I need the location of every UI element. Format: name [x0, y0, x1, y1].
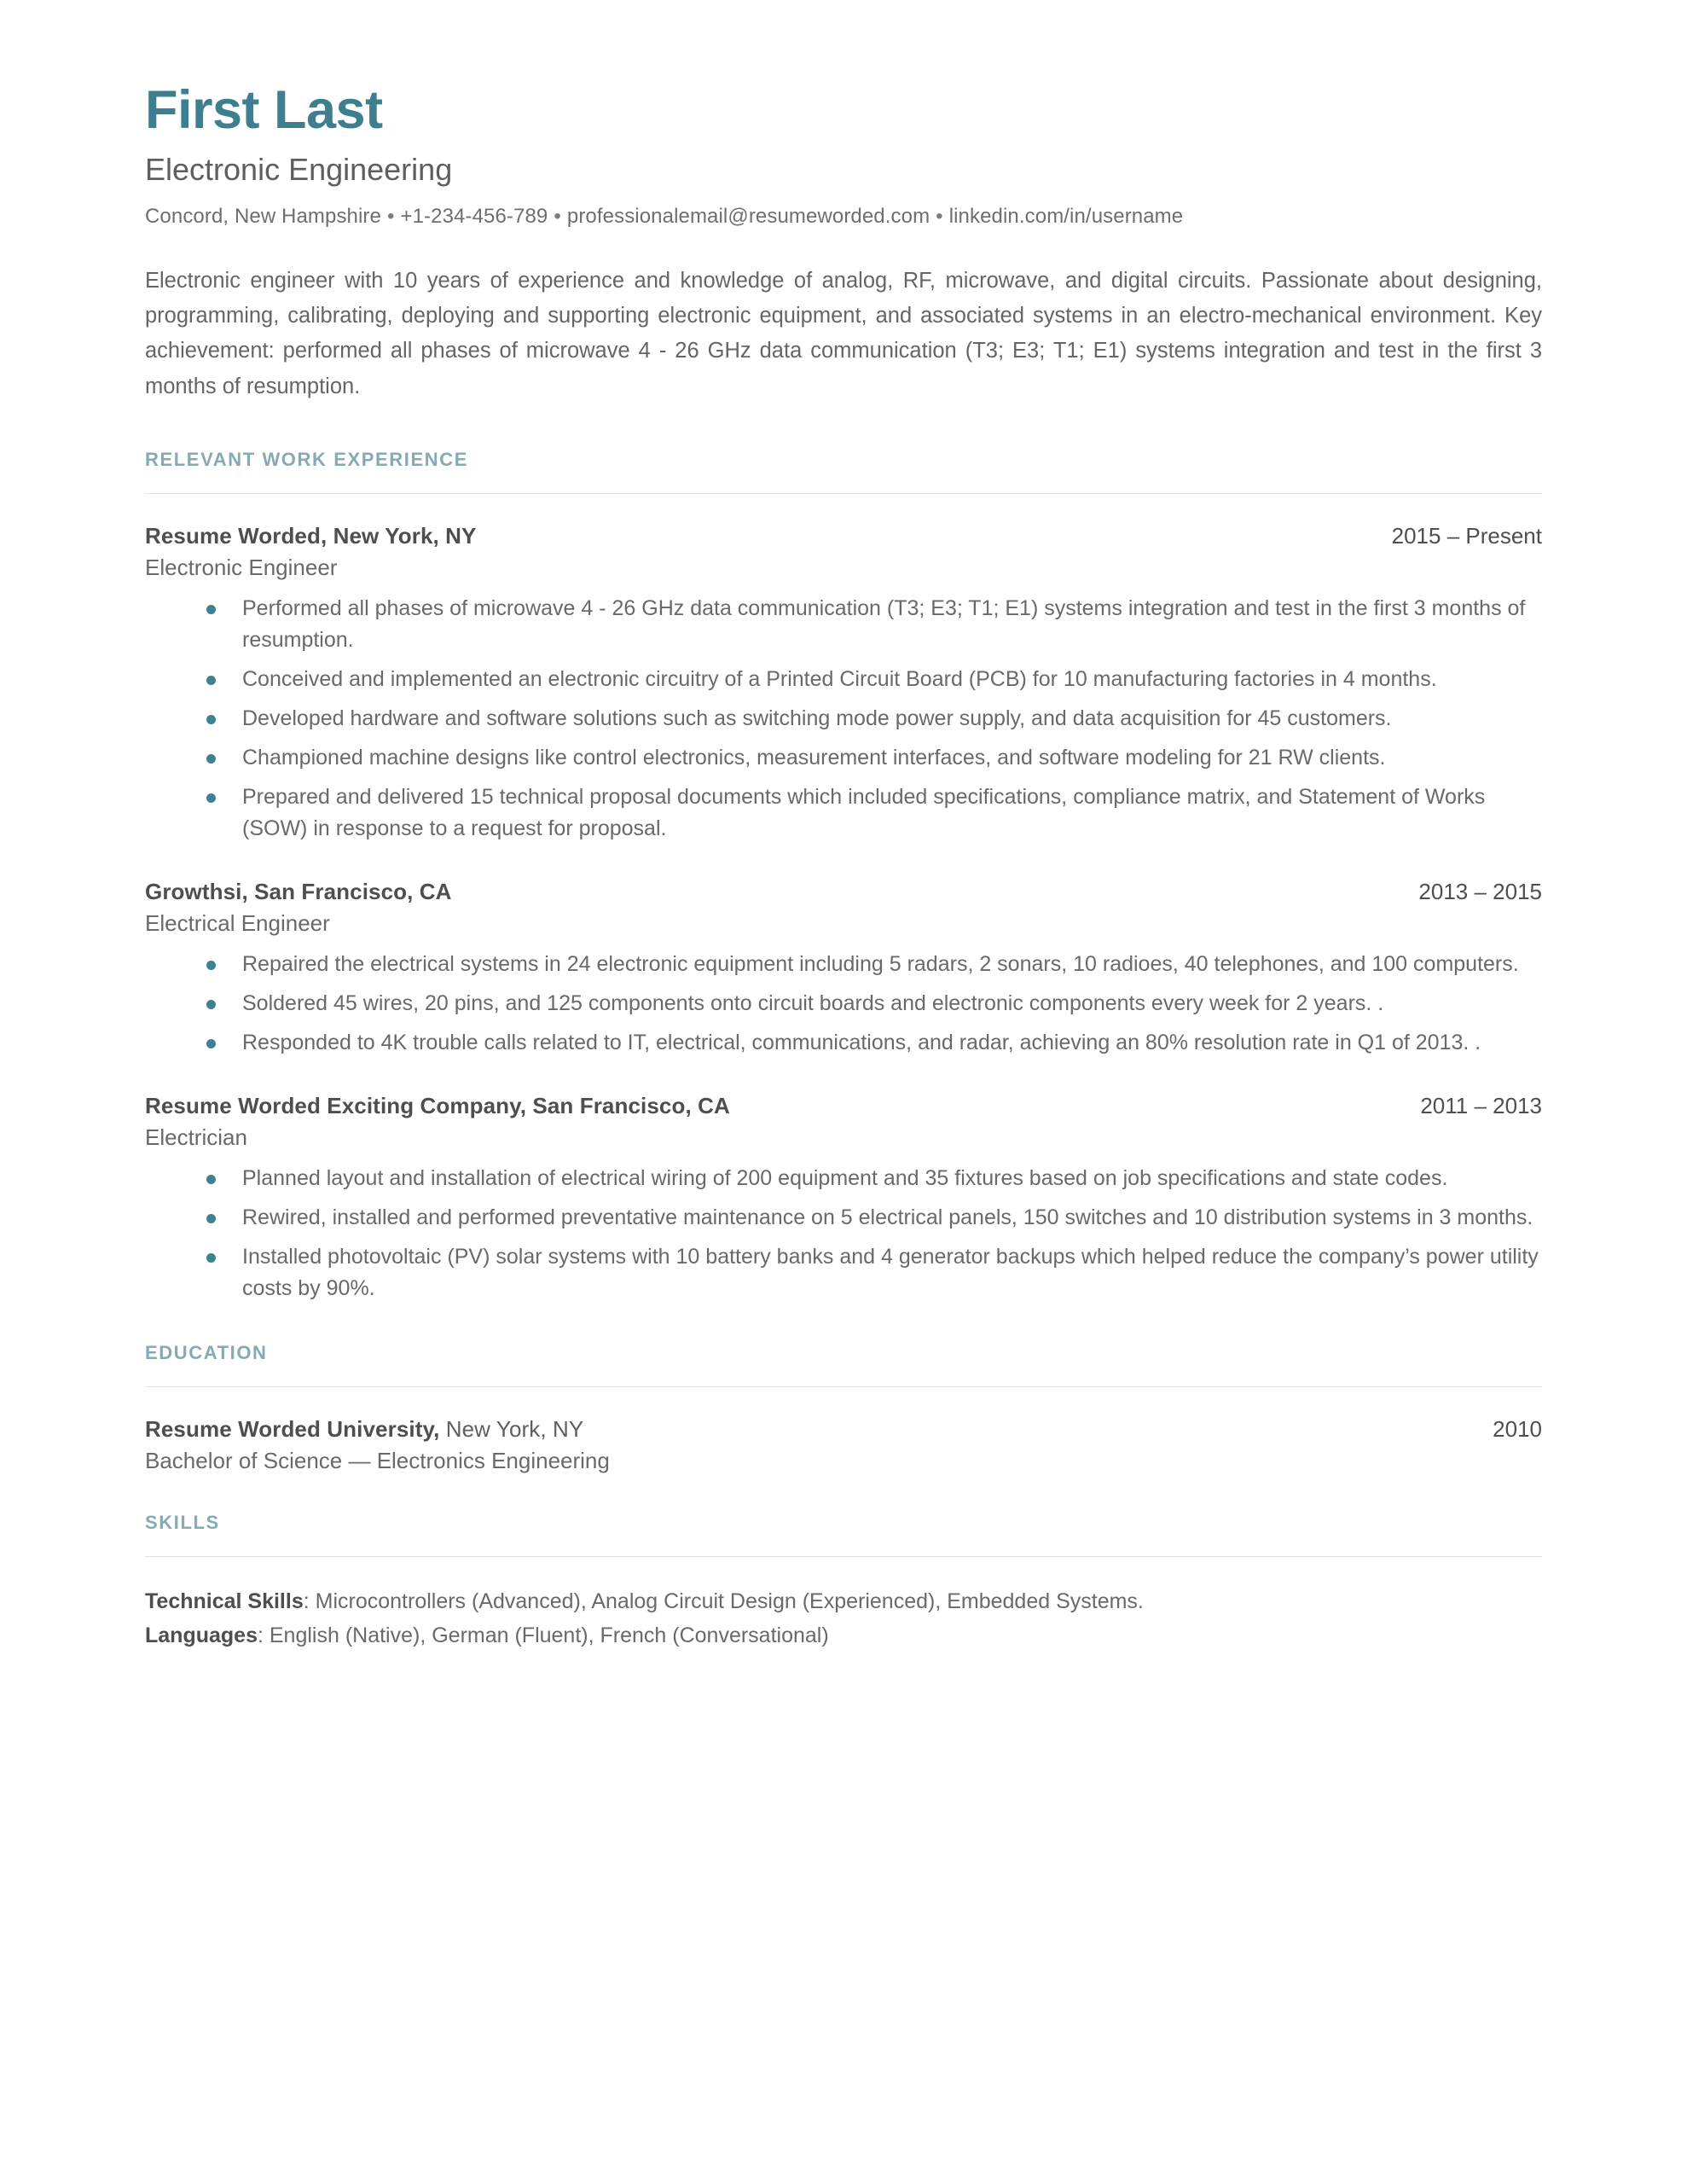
skills-technical-line [145, 1586, 1542, 1618]
experience-entry [145, 879, 1542, 1059]
experience-entry-header [145, 1093, 1542, 1119]
experience-job-title: Electrical Engineer [145, 909, 330, 936]
skills-languages-value: : English (Native), German (Fluent), French (Conversational) [257, 1623, 829, 1647]
experience-entry-header [145, 523, 1542, 549]
experience-dates: 2011 – 2013 [1420, 1092, 1542, 1118]
education-entry [145, 1416, 1542, 1474]
experience-entry [145, 523, 1542, 845]
experience-bullet: Repaired the electrical systems in 24 electronic equipment including 5 radars, 2 sonars, 10 radioes, 40 telephones, and 100 computers. [206, 949, 1542, 980]
contact-phone: +1-234-456-789 [400, 204, 548, 228]
experience-bullet: Soldered 45 wires, 20 pins, and 125 components onto circuit boards and electronic components every week for 2 years. . [206, 988, 1542, 1019]
section-heading-skills: SKILLS [145, 1511, 220, 1533]
experience-organization: Growthsi, San Francisco, CA [145, 878, 452, 904]
education-school-location: New York, NY [439, 1415, 584, 1442]
contact-line [145, 203, 1542, 229]
experience-organization: Resume Worded Exciting Company, San Francisco, CA [145, 1092, 730, 1118]
experience-bullet: Developed hardware and software solutions such as switching mode power supply, and data acquisition for 45 customers. [206, 703, 1542, 735]
contact-email[interactable]: professionalemail@resumeworded.com [566, 204, 930, 228]
experience-bullet: Planned layout and installation of electrical wiring of 200 equipment and 35 fixtures based on job specifications and state codes. [206, 1163, 1542, 1194]
contact-separator-icon: • [554, 204, 561, 228]
experience-bullet: Prepared and delivered 15 technical proposal documents which included specifications, compliance matrix, and Statement of Works (SOW) in response to a request for proposal. [206, 781, 1542, 845]
education-school-name: Resume Worded University, [145, 1415, 440, 1442]
experience-job-title: Electrician [145, 1124, 247, 1150]
section-education [145, 1342, 1542, 1474]
experience-bullet: Championed machine designs like control electronics, measurement interfaces, and software modeling for 21 RW clients. [206, 742, 1542, 774]
section-heading-work-experience: RELEVANT WORK EXPERIENCE [145, 448, 469, 470]
experience-bullet-list [145, 593, 1542, 845]
section-skills [145, 1512, 1542, 1652]
skills-technical-value: : Microcontrollers (Advanced), Analog Circuit Design (Experienced), Embedded Systems. [303, 1589, 1144, 1613]
experience-entry [145, 1093, 1542, 1304]
experience-dates: 2015 – Present [1391, 522, 1542, 549]
skills-technical-label: Technical Skills [145, 1589, 304, 1613]
contact-location: Concord, New Hampshire [145, 204, 381, 228]
education-entry-header [145, 1416, 1542, 1443]
contact-linkedin[interactable]: linkedin.com/in/username [948, 204, 1184, 228]
experience-dates: 2013 – 2015 [1418, 878, 1542, 904]
experience-bullet: Responded to 4K trouble calls related to IT, electrical, communications, and radar, achieving an 80% resolution rate in Q1 of 2013. . [206, 1027, 1542, 1059]
education-school [145, 1416, 583, 1443]
section-divider [145, 1386, 1542, 1387]
experience-bullet: Conceived and implemented an electronic circuitry of a Printed Circuit Board (PCB) for 10 manufacturing factories in 4 months. [206, 664, 1542, 695]
experience-bullet: Performed all phases of microwave 4 - 26 GHz data communication (T3; E3; T1; E1) systems integration and test in the first 3 months of resumption. [206, 593, 1542, 656]
education-year: 2010 [1493, 1415, 1542, 1442]
resume-header [145, 82, 1542, 229]
experience-entry-header [145, 879, 1542, 905]
contact-separator-icon: • [386, 204, 395, 228]
section-divider [145, 1556, 1542, 1557]
section-work-experience [145, 449, 1542, 1304]
professional-summary: Electronic engineer with 10 years of experience and knowledge of analog, RF, microwave, and digital circuits. Passionate about designing, programming, calibrating, deploying and supporting electronic equipment, and associated systems in an electro-mechanical environment. Key achievement: performed all phases of microwave 4 - 26 GHz data communication (T3; E3; T1; E1) systems integration and test in the first 3 months of resumption. [145, 268, 1542, 398]
candidate-headline: Electronic Engineering [145, 152, 453, 188]
education-degree: Bachelor of Science — Electronics Engineering [145, 1447, 610, 1473]
section-divider [145, 493, 1542, 494]
experience-bullet: Rewired, installed and performed preventative maintenance on 5 electrical panels, 150 switches and 10 distribution systems in 3 months. [206, 1202, 1542, 1234]
experience-organization: Resume Worded, New York, NY [145, 522, 477, 549]
candidate-name: First Last [145, 80, 383, 140]
experience-bullet-list [145, 949, 1542, 1059]
skills-languages-label: Languages [145, 1623, 258, 1647]
skills-languages-line [145, 1620, 1542, 1652]
experience-job-title: Electronic Engineer [145, 554, 338, 580]
section-heading-education: EDUCATION [145, 1341, 268, 1363]
contact-separator-icon: • [936, 204, 943, 228]
experience-bullet-list [145, 1163, 1542, 1304]
experience-bullet: Installed photovoltaic (PV) solar systems with 10 battery banks and 4 generator backups which helped reduce the company’s power utility costs by 90%. [206, 1241, 1542, 1304]
